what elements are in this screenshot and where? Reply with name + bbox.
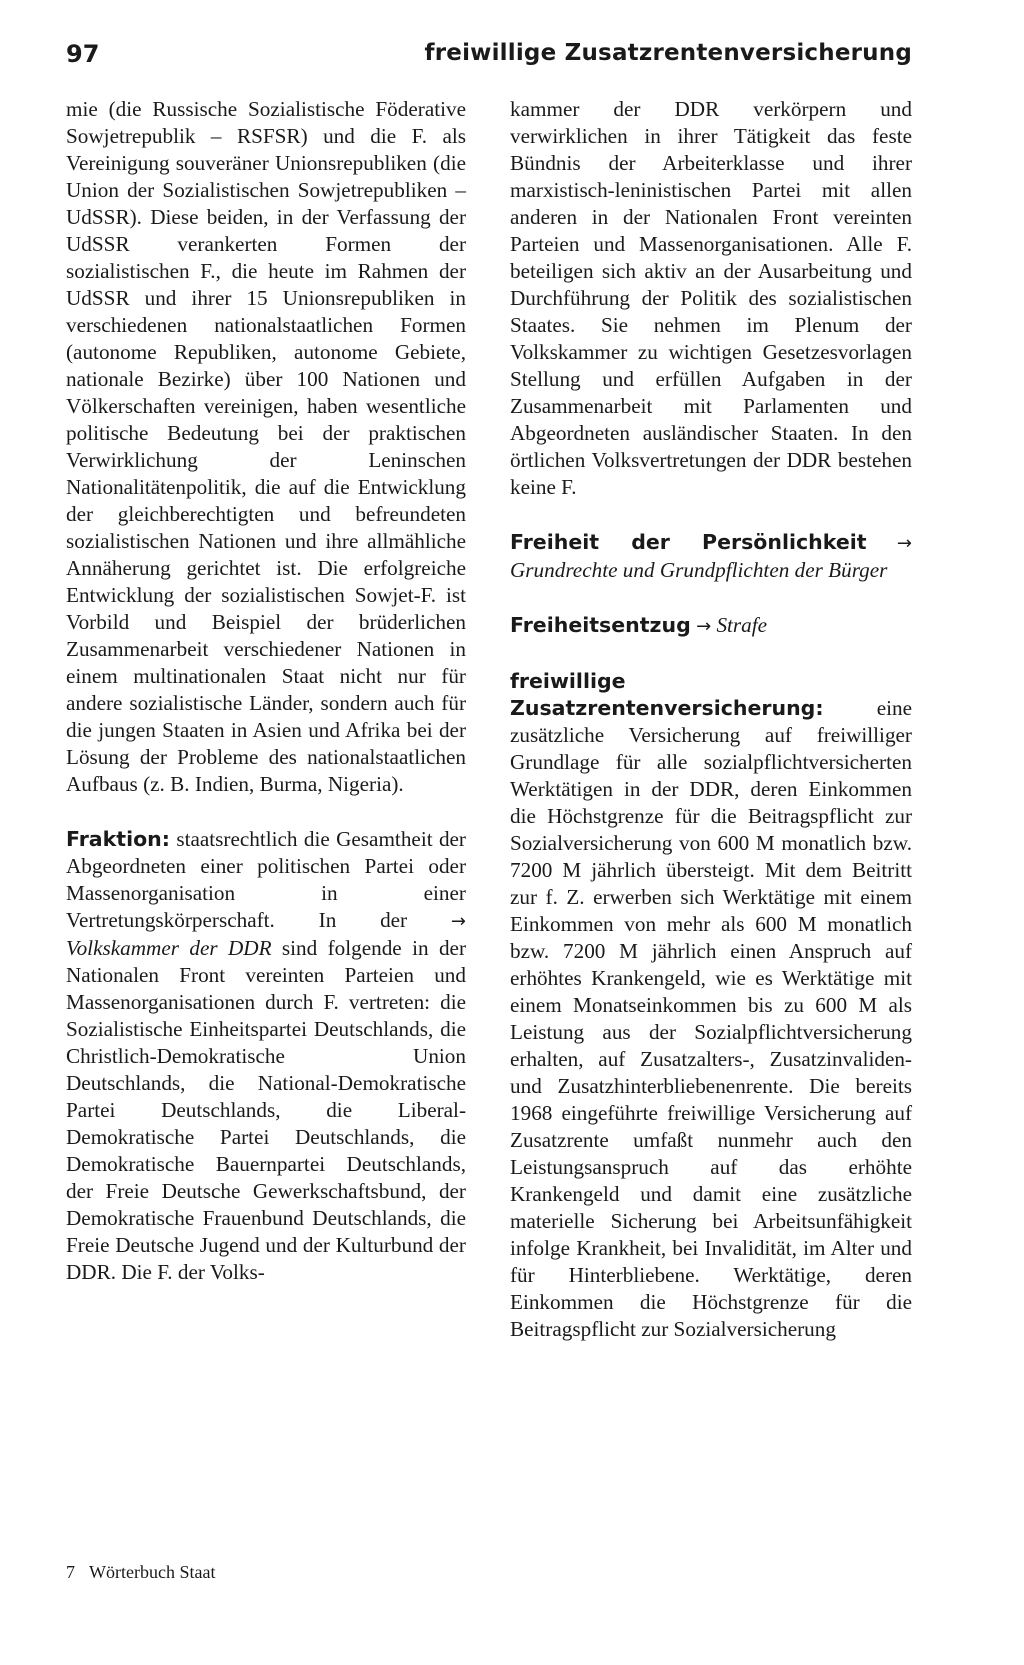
running-head: freiwillige Zusatzrentenversicherung: [424, 40, 912, 66]
page-number: 97: [66, 40, 100, 68]
entry-term: freiwillige Zusatzrentenversicherung:: [510, 669, 824, 720]
continued-entry-text: mie (die Russische Sozialistische Föderative Sowjetrepublik – RSFSR) und die F. als Vereinigung souveräner Unionsrepubliken (die Union der Sozialistischen Sowjetrepubliken – UdSSR). Diese beiden, in der Verfassung der UdSSR verankerten Formen der sozialistischen F., die heute im Rahmen der UdSSR und ihrer 15 Unionsrepubliken in verschiedenen nationalstaatlichen Formen (autonome Republiken, autonome Gebiete, nationale Bezirke) über 100 Nationen und Völkerschaften vereinigen, haben wesentliche politische Bedeutung bei der praktischen Verwirklichung der Leninschen Nationalitätenpolitik, die auf die Entwicklung der gleichberechtigten und befreundeten sozialistischen Nationen und ihre allmähliche Annäherung gerichtet ist. Die erfolgreiche Entwicklung der sozialistischen Sowjet-F. ist Vorbild und Beispiel der brüderlichen Zusammenarbeit verschiedener Nationen in einem multinationalen Staat nicht nur für andere sozialistische Länder, sondern auch für die jungen Staaten in Asien und Afrika bei der Lösung der Probleme des nationalstaatlichen Aufbaus (z. B. Indien, Burma, Nigeria).: [66, 97, 466, 796]
right-column: [510, 96, 912, 1343]
cross-reference-arrow-icon: →: [896, 533, 912, 554]
entry-fraktion: [66, 826, 466, 1286]
cross-reference: Strafe: [716, 613, 768, 637]
entry-term: Fraktion:: [66, 827, 170, 851]
sheet-number: 7: [66, 1562, 75, 1582]
entry-term: Freiheit der Persönlichkeit: [510, 530, 867, 554]
entry-freiwillige-zusatzrentenversicherung: [510, 668, 912, 1343]
entry-freiheitsentzug: [510, 612, 912, 640]
cross-reference: Volkskammer der DDR: [66, 936, 272, 960]
book-title: Wörterbuch Staat: [89, 1562, 216, 1582]
entry-term: Freiheitsentzug: [510, 613, 691, 637]
page-footer: [66, 1562, 229, 1583]
continued-entry-text: kammer der DDR verkörpern und verwirklichen in ihrer Tätigkeit das feste Bündnis der Arbeiterklasse und ihrer marxistisch-leninistischen Partei mit allen anderen in der Nationalen Front vereinten Parteien und Massenorganisationen. Alle F. beteiligen sich aktiv an der Ausarbeitung und Durchführung der Politik des sozialistischen Staates. Sie nehmen im Plenum der Volkskammer zu wichtigen Gesetzesvorlagen Stellung und erfüllen Aufgaben in der Zusammenarbeit mit Parlamenten und Abgeordneten ausländischer Staaten. In den örtlichen Volksvertretungen der DDR bestehen keine F.: [510, 97, 912, 499]
entry-text: sind folgende in der Nationalen Front vereinten Parteien und Massenorganisationen durch F. vertreten: die Sozialistische Einheitspartei Deutschlands, die Christlich-Demokratische Union Deutschlands, die National-Demokratische Partei Deutschlands, die Liberal-Demokratische Partei Deutschlands, die Demokratische Bauernpartei Deutschlands, der Freie Deutsche Gewerkschaftsbund, der Demokratische Frauenbund Deutschlands, die Freie Deutsche Jugend und der Kulturbund der DDR. Die F. der Volks-: [66, 936, 466, 1284]
entry-text: staatsrechtlich die Gesamtheit der Abgeordneten einer politischen Partei oder Massenorganisation in einer Vertretungskörperschaft. In der: [66, 827, 466, 932]
cross-reference-arrow-icon: →: [450, 911, 466, 932]
entry-text: eine zusätzliche Versicherung auf freiwilliger Grundlage für alle sozialpflichtversicherten Werktätigen in der DDR, deren Einkommen die Höchstgrenze für die Beitragspflicht zur Sozialversicherung von 600 M monatlich bzw. 7200 M jährlich übersteigt. Mit dem Beitritt zur f. Z. erwerben sich Werktätige mit einem Einkommen von mehr als 600 M monatlich bzw. 7200 M jährlich einen Anspruch auf erhöhtes Krankengeld, wie es Werktätige mit einem Monatseinkommen bis zu 600 M als Leistung aus der Sozialpflichtversicherung erhalten, auf Zusatzalters-, Zusatzinvaliden- und Zusatzhinterbliebenenrente. Die bereits 1968 eingeführte freiwillige Versicherung auf Zusatzrente umfaßt nunmehr auch den Leistungsanspruch auf das erhöhte Krankengeld und damit eine zusätzliche materielle Sicherung bei Arbeitsunfähigkeit infolge Krankheit, bei Invalidität, im Alter und für Hinterbliebene. Werktätige, deren Einkommen die Höchstgrenze für die Beitragspflicht zur Sozialversicherung: [510, 696, 912, 1341]
left-column: [66, 96, 466, 1286]
entry-freiheit-der-persoenlichkeit: [510, 529, 912, 584]
cross-reference-arrow-icon: →: [696, 616, 712, 637]
cross-reference: Grundrechte und Grundpflichten der Bürger: [510, 558, 888, 582]
